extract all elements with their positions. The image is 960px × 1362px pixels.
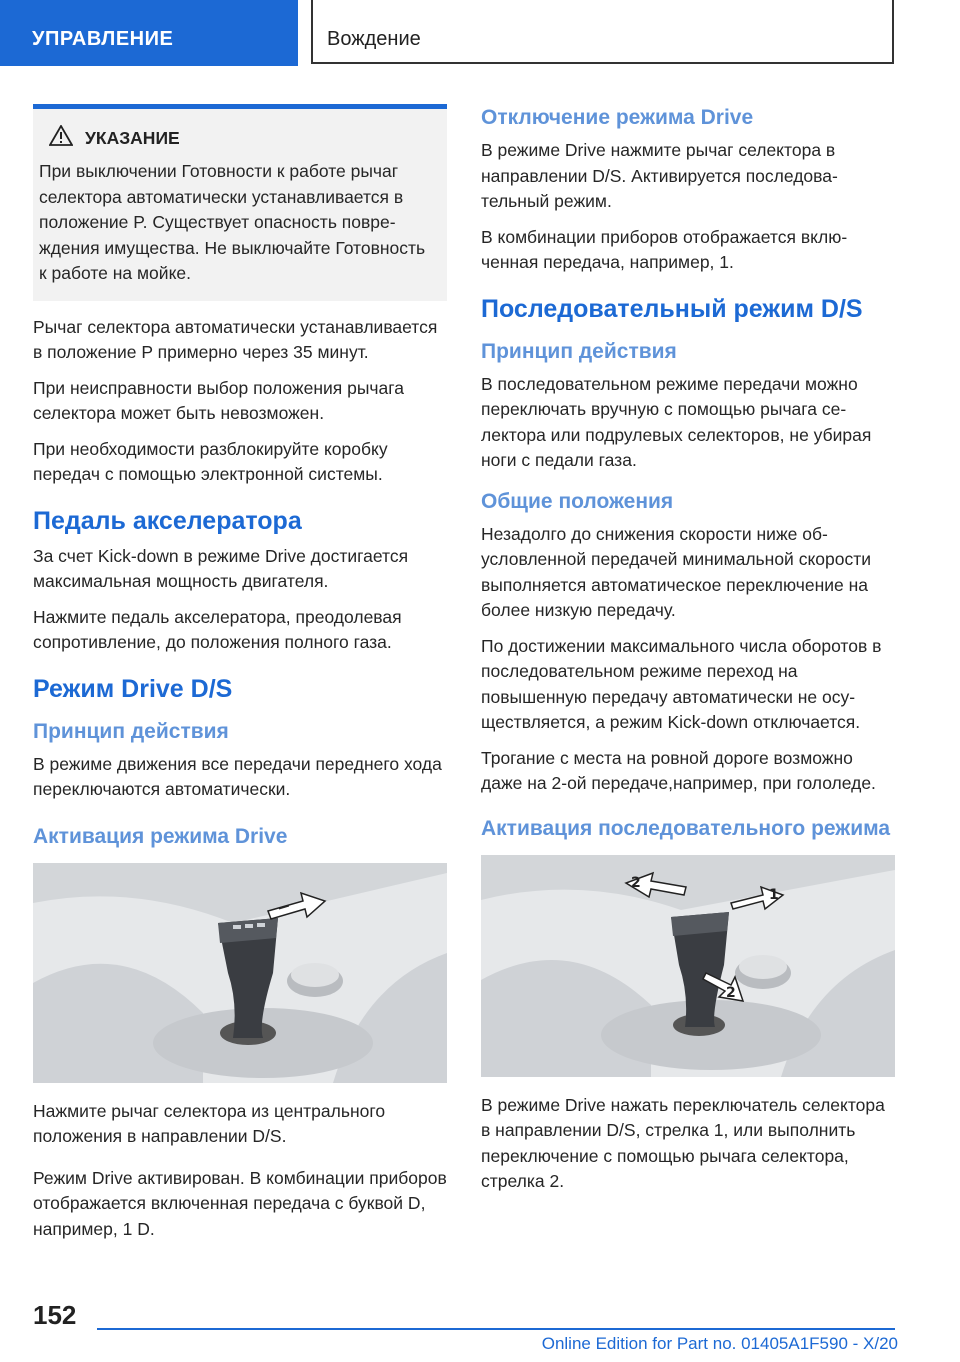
subheading-sequential-activation: Активация последовательного режима (481, 816, 891, 840)
left-column (33, 104, 447, 1252)
paragraph: В режиме Drive нажать переключатель селектора в направлении D/S, стрелка 1, или выполнить переключение с помощью рычага селектора, стрелка 2. (481, 1094, 885, 1191)
gear-selector-illustration (33, 863, 447, 1083)
paragraph: В комбинации приборов отображается включенная передача, например, 1. (481, 226, 848, 272)
subheading-principle: Принцип действия (33, 719, 229, 743)
paragraph: В последовательном режиме передачи можно переключать вручную с помощью рычага селектора или подрулевых селекторов, не убирая ноги с педали газа. (481, 373, 872, 470)
arrow-2-lower-label: 2 (726, 984, 736, 1001)
page-number: 152 (33, 1300, 77, 1330)
paragraph: В режиме Drive нажмите рычаг селектора в направлении D/S. Активируется последовательный режим. (481, 140, 838, 211)
heading-accelerator: Педаль акселератора (33, 506, 302, 535)
sequential-selector-illustration (481, 855, 895, 1077)
heading-drive-mode: Режим Drive D/S (33, 674, 233, 703)
paragraph: Незадолго до снижения скорости ниже обусловленной передачей минимальной скорости выполняется автоматическое переключение на более низкую передачу. (481, 523, 872, 620)
section-tab: УПРАВЛЕНИЕ (0, 0, 298, 66)
paragraph: Рычаг селектора автоматически устанавливается в положение P примерно через 35 минут. (33, 316, 438, 362)
subheading-drive-off: Отключение режима Drive (481, 106, 754, 129)
footer-divider (97, 1328, 895, 1330)
paragraph: Трогание с места на ровной дороге возможно даже на 2-ой передаче,например, при гололеде. (481, 747, 876, 793)
arrow-1-label: 1 (769, 886, 779, 903)
warning-title: УКАЗАНИЕ (85, 127, 180, 148)
right-column (481, 104, 895, 1205)
warning-text: При выключении Готовности к работе рычаг селектора автоматически устанавливается в положение P. Существует опасность повреждения имущества. Не выключайте Готовность к работе на мойке. (39, 161, 426, 283)
paragraph: Нажмите рычаг селектора из центрального положения в направлении D/S. (33, 1100, 386, 1146)
paragraph: Режим Drive активирован. В комбинации приборов отображается включенная передача с буквой D, например, 1 D. (33, 1167, 447, 1239)
chapter-title: Вождение (311, 0, 894, 64)
subheading-activation: Активация режима Drive (33, 824, 288, 848)
paragraph: По достижении максимального числа оборотов в последовательном режиме переход на повышенную передачу автоматически не осуществляется, а режим Kick-down отключается. (481, 635, 882, 732)
paragraph: Нажмите педаль акселератора, преодолевая сопротивление, до положения полного газа. (33, 606, 402, 652)
edition-footer: Online Edition for Part no. 01405A1F590 - X/20 (541, 1334, 898, 1353)
subheading-principle: Принцип действия (481, 339, 677, 363)
paragraph: При неисправности выбор положения рычага селектора может быть невозможен. (33, 377, 405, 423)
heading-sequential-mode: Последовательный режим D/S (481, 294, 863, 323)
warning-icon (49, 125, 73, 151)
warning-box (33, 104, 447, 301)
paragraph: В режиме движения все передачи переднего хода переключаются автоматически. (33, 753, 442, 799)
subheading-general: Общие положения (481, 489, 674, 513)
paragraph: При необходимости разблокируйте коробку передач с помощью электронной системы. (33, 438, 388, 484)
paragraph: За счет Kick-down в режиме Drive достигается максимальная мощность двигателя. (33, 545, 409, 591)
arrow-2-upper-label: 2 (631, 874, 641, 891)
warning-header (49, 125, 437, 151)
